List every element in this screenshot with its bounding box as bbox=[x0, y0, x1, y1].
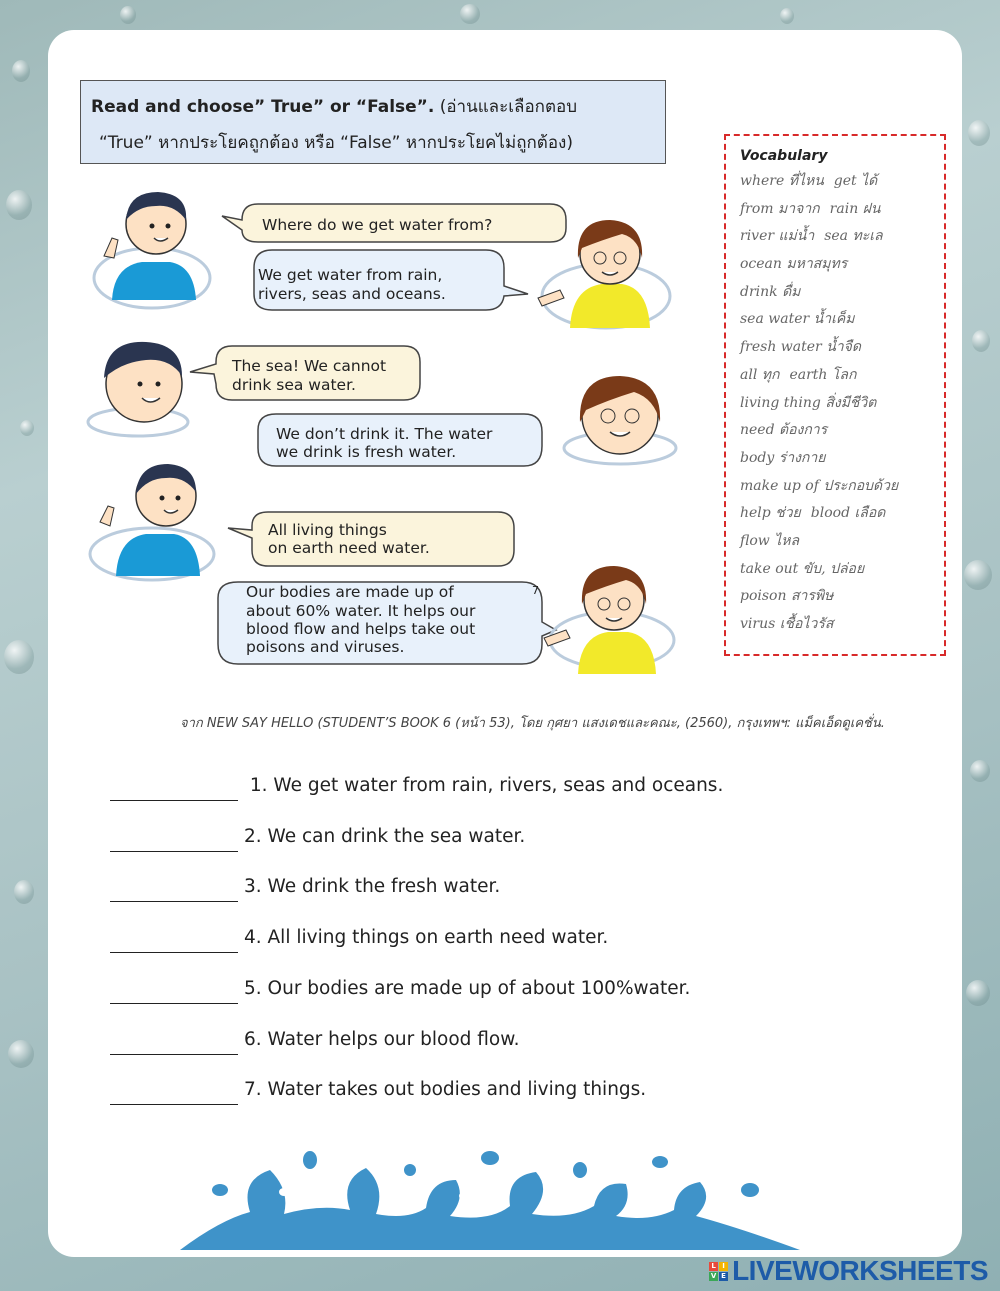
question-text-3: 3. We drink the fresh water. bbox=[244, 876, 501, 897]
vocabulary-row bbox=[740, 196, 944, 224]
boy-illustration bbox=[94, 192, 210, 308]
vocabulary-row bbox=[740, 417, 944, 445]
vocabulary-entry: make up of ประกอบด้วย bbox=[740, 477, 899, 494]
vocabulary-row bbox=[740, 445, 944, 473]
instruction-line2: “True” หากประโยคถูกต้อง หรือ “False” หากประโยคไม่ถูกต้อง) bbox=[99, 133, 573, 153]
bubble-1-text: Where do we get water from? bbox=[262, 216, 493, 234]
vocabulary-entry: take out ขับ, ปล่อย bbox=[740, 560, 865, 577]
vocabulary-row bbox=[740, 279, 944, 307]
bubble-5-line-2: on earth need water. bbox=[268, 539, 430, 557]
background-drop bbox=[966, 980, 990, 1006]
vocabulary-row bbox=[740, 390, 944, 418]
background-drop bbox=[964, 560, 992, 590]
water-splash-illustration bbox=[180, 1150, 800, 1255]
speech-bubble-3 bbox=[190, 346, 420, 400]
bubble-6-line-2: about 60% water. It helps our bbox=[246, 602, 476, 620]
vocabulary-entry: need ต้องการ bbox=[740, 422, 828, 439]
background-drop bbox=[780, 8, 794, 24]
question-row bbox=[110, 771, 723, 801]
bubble-6-line-3: blood flow and helps take out bbox=[246, 620, 476, 638]
vocabulary-entry: all ทุก bbox=[740, 366, 780, 383]
answer-blank-7[interactable] bbox=[110, 1082, 238, 1105]
vocabulary-entry: poison สารพิษ bbox=[740, 588, 834, 605]
bubble-5-line-1: All living things bbox=[268, 521, 387, 539]
logo-letter: L bbox=[709, 1262, 718, 1271]
background-drop bbox=[972, 330, 990, 352]
background-drop bbox=[8, 1040, 34, 1068]
vocabulary-row bbox=[740, 556, 944, 584]
source-citation: จาก NEW SAY HELLO (STUDENT’S BOOK 6 (หน้า 53), โดย กุศยา แสงเดชและคณะ, (2560), กรุงเทพฯ: แม็คเอ็ดดูเคชั่น. bbox=[180, 716, 885, 731]
boy-illustration bbox=[88, 342, 188, 436]
vocabulary-entry: from มาจาก bbox=[740, 200, 820, 217]
bubble-2-line-2: rivers, seas and oceans. bbox=[258, 285, 446, 303]
logo-letter: I bbox=[719, 1262, 728, 1271]
background-drop bbox=[6, 190, 32, 220]
speech-bubble-5 bbox=[228, 512, 514, 566]
vocabulary-entry: body ร่างกาย bbox=[740, 449, 826, 466]
logo-letter: E bbox=[719, 1272, 728, 1281]
background-drop bbox=[20, 420, 34, 436]
question-text-6: 6. Water helps our blood flow. bbox=[244, 1029, 520, 1050]
brand-name: LIVEWORKSHEETS bbox=[732, 1255, 988, 1286]
answer-blank-2[interactable] bbox=[110, 829, 238, 852]
question-row bbox=[110, 822, 525, 852]
vocabulary-entry: river แม่น้ำ bbox=[740, 228, 815, 245]
background-drop bbox=[120, 6, 136, 24]
vocabulary-box bbox=[724, 134, 946, 656]
question-row bbox=[110, 1025, 520, 1055]
vocabulary-entry: living thing สิ่งมีชีวิต bbox=[740, 394, 877, 411]
question-row bbox=[110, 872, 500, 902]
instruction-bold: Read and choose” True” or “False”. bbox=[91, 97, 435, 117]
vocabulary-entry: drink ดื่ม bbox=[740, 283, 801, 300]
bubble-3-line-1: The sea! We cannot bbox=[232, 357, 387, 375]
vocabulary-row bbox=[740, 362, 944, 390]
answer-blank-1[interactable] bbox=[110, 778, 238, 801]
vocabulary-row bbox=[740, 168, 944, 196]
logo-letter: V bbox=[710, 1271, 717, 1280]
vocabulary-title: Vocabulary bbox=[740, 148, 828, 164]
instruction-thai: (อ่านและเลือกตอบ bbox=[434, 97, 578, 117]
vocabulary-entry: get ได้ bbox=[833, 173, 878, 189]
vocabulary-entry: virus เชื้อไวรัส bbox=[740, 616, 834, 632]
vocabulary-row bbox=[740, 528, 944, 556]
vocabulary-entry: flow ไหล bbox=[740, 532, 800, 549]
background-drop bbox=[970, 760, 990, 782]
question-row bbox=[110, 923, 608, 953]
question-text-2: 2. We can drink the sea water. bbox=[244, 826, 526, 847]
vocabulary-row bbox=[740, 473, 944, 501]
vocabulary-entry: where ที่ไหน bbox=[740, 173, 824, 189]
vocabulary-row bbox=[740, 611, 944, 639]
bubble-3-line-2: drink sea water. bbox=[232, 376, 356, 394]
vocabulary-row bbox=[740, 500, 944, 528]
vocabulary-entry: sea ทะเล bbox=[824, 228, 883, 245]
background-drop bbox=[968, 120, 990, 146]
answer-blank-5[interactable] bbox=[110, 981, 238, 1004]
background-drop bbox=[14, 880, 34, 904]
vocabulary-entry: sea water น้ำเค็ม bbox=[740, 311, 855, 328]
liveworksheets-brand bbox=[709, 1255, 988, 1287]
vocabulary-row bbox=[740, 251, 944, 279]
question-row bbox=[110, 974, 690, 1004]
background-drop bbox=[4, 640, 34, 674]
question-text-7: 7. Water takes out bodies and living things. bbox=[244, 1079, 647, 1100]
speech-bubble-1 bbox=[222, 204, 566, 242]
answer-blank-6[interactable] bbox=[110, 1032, 238, 1055]
vocabulary-row bbox=[740, 306, 944, 334]
vocabulary-entry: blood เลือด bbox=[810, 505, 886, 522]
vocabulary-entry: fresh water น้ำจืด bbox=[740, 339, 861, 356]
speech-bubble-2 bbox=[254, 250, 528, 310]
boy-illustration bbox=[90, 464, 214, 580]
vocabulary-entry: rain ฝน bbox=[829, 200, 881, 217]
question-text-5: 5. Our bodies are made up of about 100%water. bbox=[244, 978, 691, 999]
bubble-4-line-1: We don’t drink it. The water bbox=[276, 425, 493, 443]
bubble-6-line-1: Our bodies are made up of bbox=[246, 583, 454, 601]
question-row bbox=[110, 1075, 646, 1105]
vocabulary-row bbox=[740, 583, 944, 611]
bubble-4-line-2: we drink is fresh water. bbox=[276, 443, 457, 461]
girl-illustration bbox=[544, 566, 674, 674]
liveworksheets-logo-icon bbox=[709, 1262, 728, 1281]
vocabulary-row bbox=[740, 223, 944, 251]
question-text-1: 1. We get water from rain, rivers, seas and oceans. bbox=[244, 775, 724, 796]
speech-bubble-6 bbox=[218, 582, 556, 664]
page-number: 7 bbox=[532, 584, 539, 597]
vocabulary-entry: ocean มหาสมุทร bbox=[740, 256, 848, 273]
question-text-4: 4. All living things on earth need water. bbox=[244, 927, 609, 948]
vocabulary-entry: earth โลก bbox=[789, 366, 857, 383]
answer-blank-3[interactable] bbox=[110, 879, 238, 902]
bubble-2-line-1: We get water from rain, bbox=[258, 266, 443, 284]
instruction-box bbox=[80, 80, 666, 164]
bubble-6-line-4: poisons and viruses. bbox=[246, 638, 405, 656]
speech-bubble-4 bbox=[258, 414, 542, 466]
vocabulary-row bbox=[740, 334, 944, 362]
background-drop bbox=[12, 60, 30, 82]
girl-illustration bbox=[564, 376, 676, 464]
comic-illustration bbox=[82, 178, 678, 682]
vocabulary-entry: help ช่วย bbox=[740, 505, 801, 522]
background-drop bbox=[460, 4, 480, 24]
answer-blank-4[interactable] bbox=[110, 930, 238, 953]
